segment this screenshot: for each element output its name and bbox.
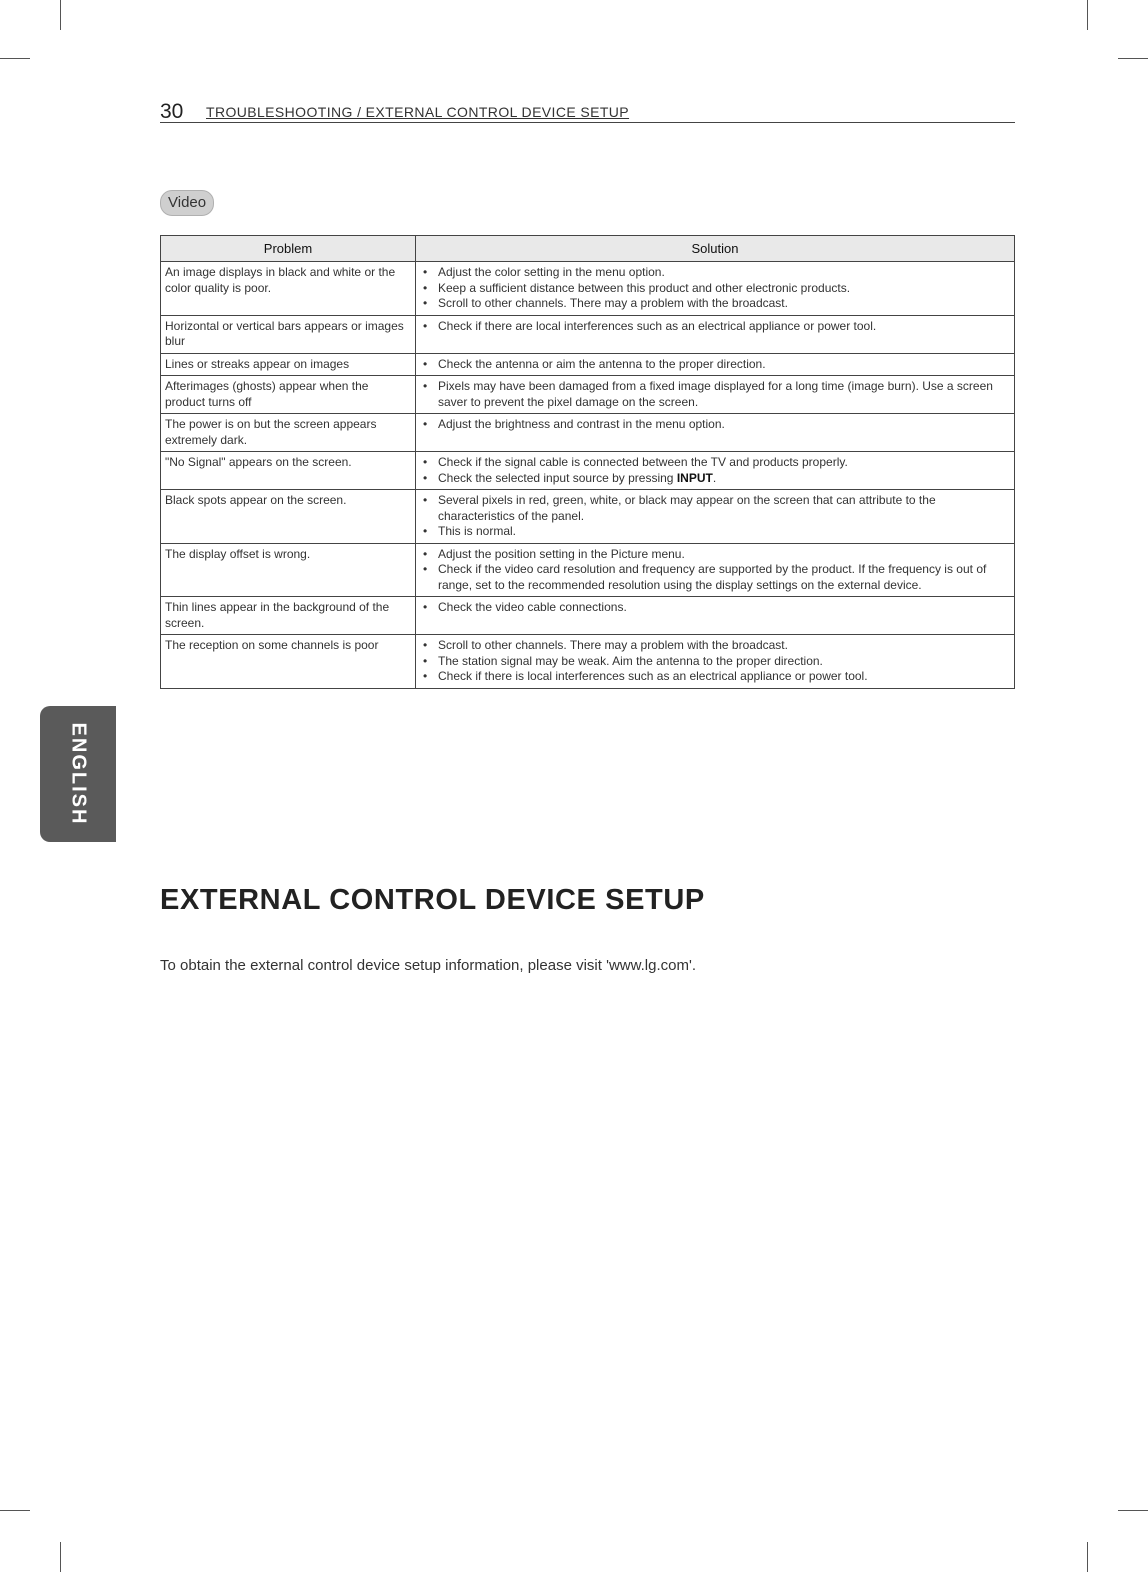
video-section-badge: Video [160, 190, 214, 216]
language-side-tab [40, 706, 116, 842]
table-header-row [161, 236, 1015, 262]
solution-item: • Check if the signal cable is connected between the TV and products properly. [420, 455, 1010, 471]
solution-cell [416, 315, 1015, 353]
page-number: 30 [160, 100, 184, 123]
solution-item: • Adjust the position setting in the Picture menu. [420, 547, 1010, 563]
table-row [161, 452, 1015, 490]
troubleshooting-table [160, 235, 1015, 689]
solution-item: • Check if the video card resolution and frequency are supported by the product. If the frequency is out of range, set to the recommended resolution using the display settings on the external device. [420, 562, 1010, 593]
crop-mark [1118, 58, 1148, 59]
crop-mark [1087, 1542, 1088, 1572]
running-head: TROUBLESHOOTING / EXTERNAL CONTROL DEVICE SETUP [206, 104, 630, 120]
solution-item: • This is normal. [420, 524, 1010, 540]
section-body-text: To obtain the external control device setup information, please visit 'www.lg.com'. [160, 957, 696, 974]
crop-mark [60, 1542, 61, 1572]
solution-item: • Several pixels in red, green, white, or black may appear on the screen that can attribute to the characteristics of the panel. [420, 493, 1010, 524]
solution-item: • Adjust the color setting in the menu option. [420, 265, 1010, 281]
solution-item [420, 471, 1010, 487]
problem-cell: An image displays in black and white or the color quality is poor. [161, 262, 416, 316]
solution-cell [416, 490, 1015, 544]
solution-column-header: Solution [416, 236, 1015, 262]
solution-cell [416, 597, 1015, 635]
solution-text: Check the selected input source by pressing [438, 470, 674, 485]
table-row [161, 597, 1015, 635]
table-row [161, 376, 1015, 414]
solution-item: • Keep a sufficient distance between this product and other electronic products. [420, 281, 1010, 297]
problem-cell: Horizontal or vertical bars appears or images blur [161, 315, 416, 353]
table-row [161, 490, 1015, 544]
solution-cell [416, 635, 1015, 689]
solution-item: • Scroll to other channels. There may a problem with the broadcast. [420, 638, 1010, 654]
solution-item: • Check the video cable connections. [420, 600, 1010, 616]
crop-mark [1118, 1510, 1148, 1511]
section-title: EXTERNAL CONTROL DEVICE SETUP [160, 884, 705, 916]
problem-cell: Black spots appear on the screen. [161, 490, 416, 544]
problem-cell: The reception on some channels is poor [161, 635, 416, 689]
crop-mark [60, 0, 61, 30]
problem-cell: The display offset is wrong. [161, 543, 416, 597]
solution-cell [416, 543, 1015, 597]
solution-cell [416, 376, 1015, 414]
crop-mark [1087, 0, 1088, 30]
solution-item: • Check if there are local interferences such as an electrical appliance or power tool. [420, 319, 1010, 335]
solution-cell [416, 262, 1015, 316]
problem-cell: The power is on but the screen appears extremely dark. [161, 414, 416, 452]
solution-item: • Check if there is local interferences such as an electrical appliance or power tool. [420, 669, 1010, 685]
solution-item: • Adjust the brightness and contrast in the menu option. [420, 417, 1010, 433]
solution-cell [416, 414, 1015, 452]
crop-mark [0, 58, 30, 59]
input-key-label: INPUT [676, 470, 713, 485]
solution-text-suffix: . [712, 470, 717, 485]
solution-cell [416, 452, 1015, 490]
table-row [161, 414, 1015, 452]
solution-item: • Pixels may have been damaged from a fixed image displayed for a long time (image burn). Use a screen saver to prevent the pixel damage on the screen. [420, 379, 1010, 410]
problem-cell: Thin lines appear in the background of the screen. [161, 597, 416, 635]
problem-cell: Lines or streaks appear on images [161, 353, 416, 376]
language-label: ENGLISH [67, 722, 90, 826]
page-header [160, 100, 1015, 123]
table-row [161, 543, 1015, 597]
table-row [161, 635, 1015, 689]
problem-cell: "No Signal" appears on the screen. [161, 452, 416, 490]
table-row [161, 315, 1015, 353]
table-row [161, 262, 1015, 316]
problem-column-header: Problem [161, 236, 416, 262]
crop-mark [0, 1510, 30, 1511]
solution-cell [416, 353, 1015, 376]
solution-item: • Scroll to other channels. There may a problem with the broadcast. [420, 296, 1010, 312]
solution-item: • Check the antenna or aim the antenna to the proper direction. [420, 357, 1010, 373]
solution-item: • The station signal may be weak. Aim the antenna to the proper direction. [420, 654, 1010, 670]
table-row [161, 353, 1015, 376]
problem-cell: Afterimages (ghosts) appear when the product turns off [161, 376, 416, 414]
